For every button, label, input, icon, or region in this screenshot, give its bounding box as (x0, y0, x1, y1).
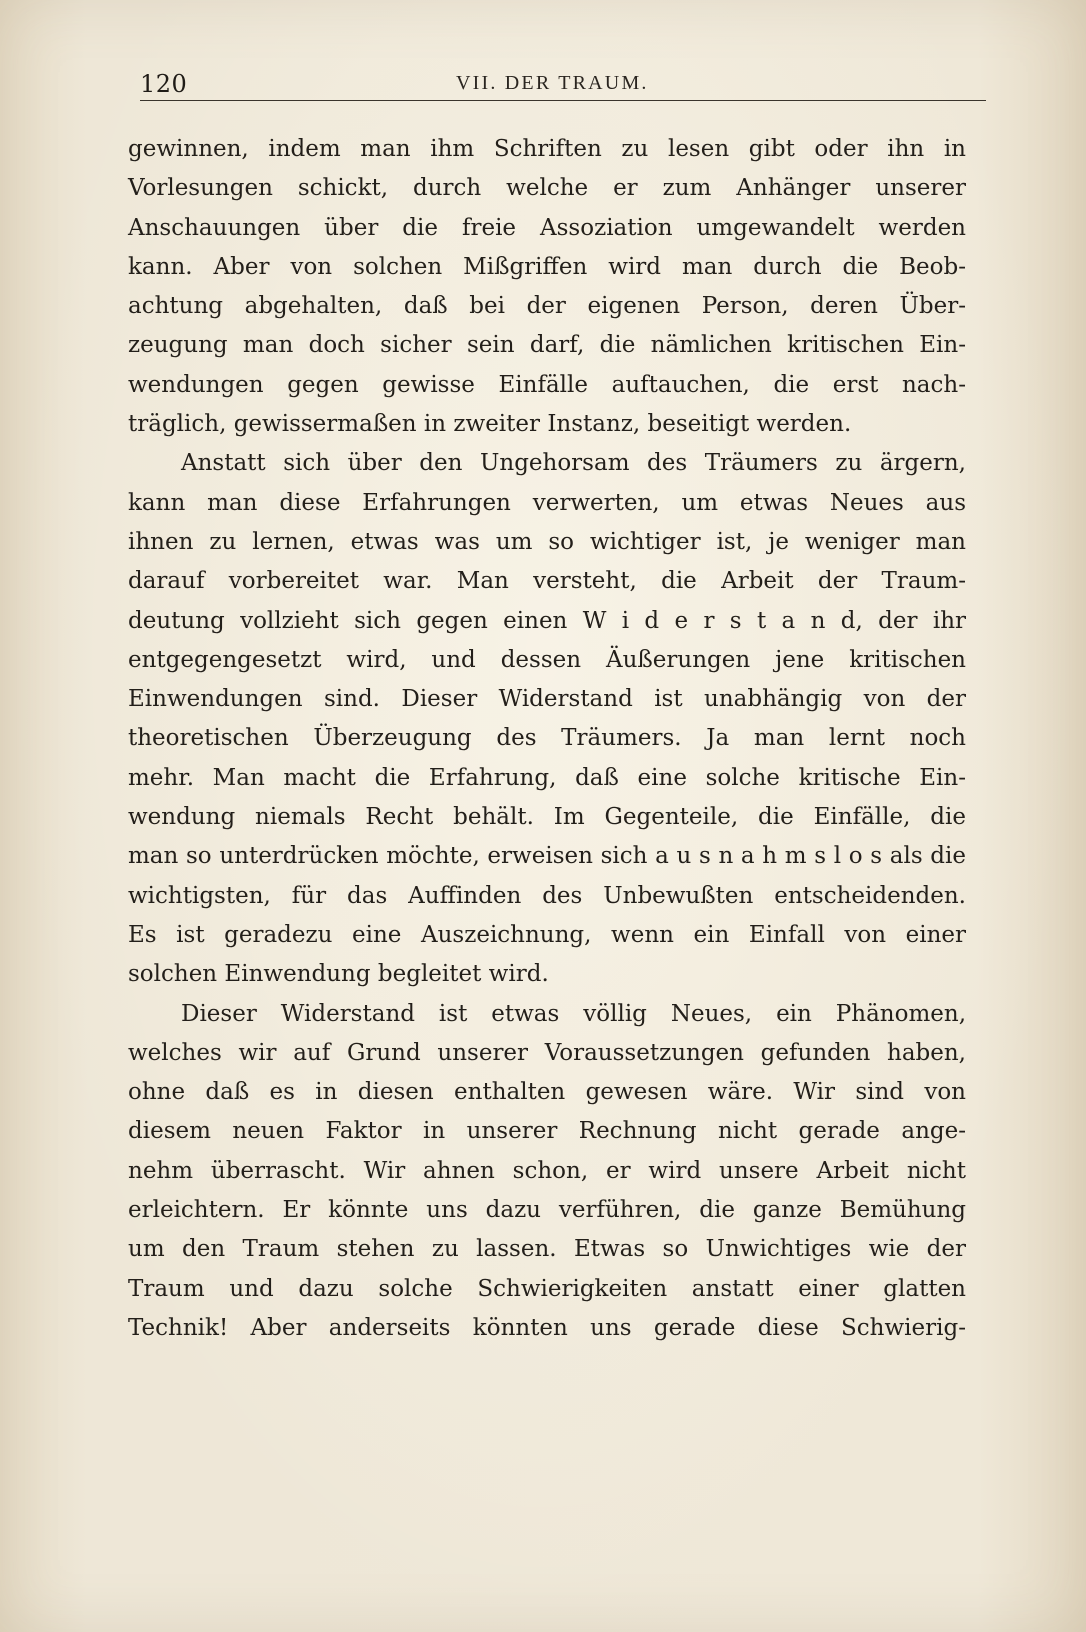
text-line: theoretischen Überzeugung des Träumers. Ja man lernt noch (128, 725, 966, 752)
text-line: ihnen zu lernen, etwas was um so wichtiger ist, je weniger man (128, 528, 966, 555)
text-line: wendungen gegen gewisse Einfälle auftauchen, die erst nach- (128, 371, 966, 398)
text-line: welches wir auf Grund unserer Voraussetzungen gefunden haben, (128, 1039, 966, 1066)
page-header (140, 64, 986, 104)
text-line: Traum und dazu solche Schwierigkeiten anstatt einer glatten (128, 1275, 966, 1302)
text-line: achtung abgehalten, daß bei der eigenen Person, deren Über- (128, 293, 966, 320)
text-line: um den Traum stehen zu lassen. Etwas so Unwichtiges wie der (128, 1236, 966, 1263)
text-line: Es ist geradezu eine Auszeichnung, wenn ein Einfall von einer (128, 921, 966, 948)
text-line: gewinnen, indem man ihm Schriften zu lesen gibt oder ihn in (128, 136, 966, 162)
text-line: wichtigsten, für das Auffinden des Unbewußten entscheidenden. (128, 882, 966, 909)
text-line: solchen Einwendung begleitet wird. (128, 961, 549, 988)
text-line: kann. Aber von solchen Mißgriffen wird man durch die Beob- (128, 253, 966, 280)
page-number: 120 (140, 70, 188, 98)
text-line: Vorlesungen schickt, durch welche er zum Anhänger unserer (128, 175, 966, 202)
text-line: Technik! Aber anderseits könnten uns gerade diese Schwierig- (128, 1314, 966, 1341)
text-line: darauf vorbereitet war. Man versteht, die Arbeit der Traum- (128, 568, 966, 595)
text-line: Dieser Widerstand ist etwas völlig Neues, ein Phänomen, (181, 1000, 966, 1027)
text-line: mehr. Man macht die Erfahrung, daß eine solche kritische Ein- (128, 764, 966, 791)
text-line: ohne daß es in diesen enthalten gewesen wäre. Wir sind von (128, 1079, 966, 1106)
text-line: Anschauungen über die freie Assoziation umgewandelt werden (128, 214, 966, 241)
text-line: man so unterdrücken möchte, erweisen sich a u s n a h m s l o s als die (128, 843, 966, 870)
text-line: nehm überrascht. Wir ahnen schon, er wird unsere Arbeit nicht (128, 1157, 966, 1184)
body-text (128, 130, 966, 1348)
text-line: erleichtern. Er könnte uns dazu verführen, die ganze Bemühung (128, 1197, 966, 1224)
text-line: entgegengesetzt wird, und dessen Äußerungen jene kritischen (128, 646, 966, 673)
text-line: wendung niemals Recht behält. Im Gegenteile, die Einfälle, die (128, 804, 966, 831)
text-line: Einwendungen sind. Dieser Widerstand ist unabhängig von der (128, 686, 966, 713)
text-line: kann man diese Erfahrungen verwerten, um etwas Neues aus (128, 489, 966, 516)
header-rule (140, 100, 986, 101)
text-line: träglich, gewissermaßen in zweiter Instanz, beseitigt werden. (128, 411, 852, 438)
text-line: Anstatt sich über den Ungehorsam des Träumers zu ärgern, (181, 450, 966, 477)
text-line: zeugung man doch sicher sein darf, die nämlichen kritischen Ein- (128, 332, 966, 359)
text-line: diesem neuen Faktor in unserer Rechnung nicht gerade ange- (128, 1118, 966, 1145)
text-line: deutung vollzieht sich gegen einen W i d e r s t a n d, der ihr (128, 607, 966, 634)
running-head: VII. DER TRAUM. (456, 72, 649, 94)
